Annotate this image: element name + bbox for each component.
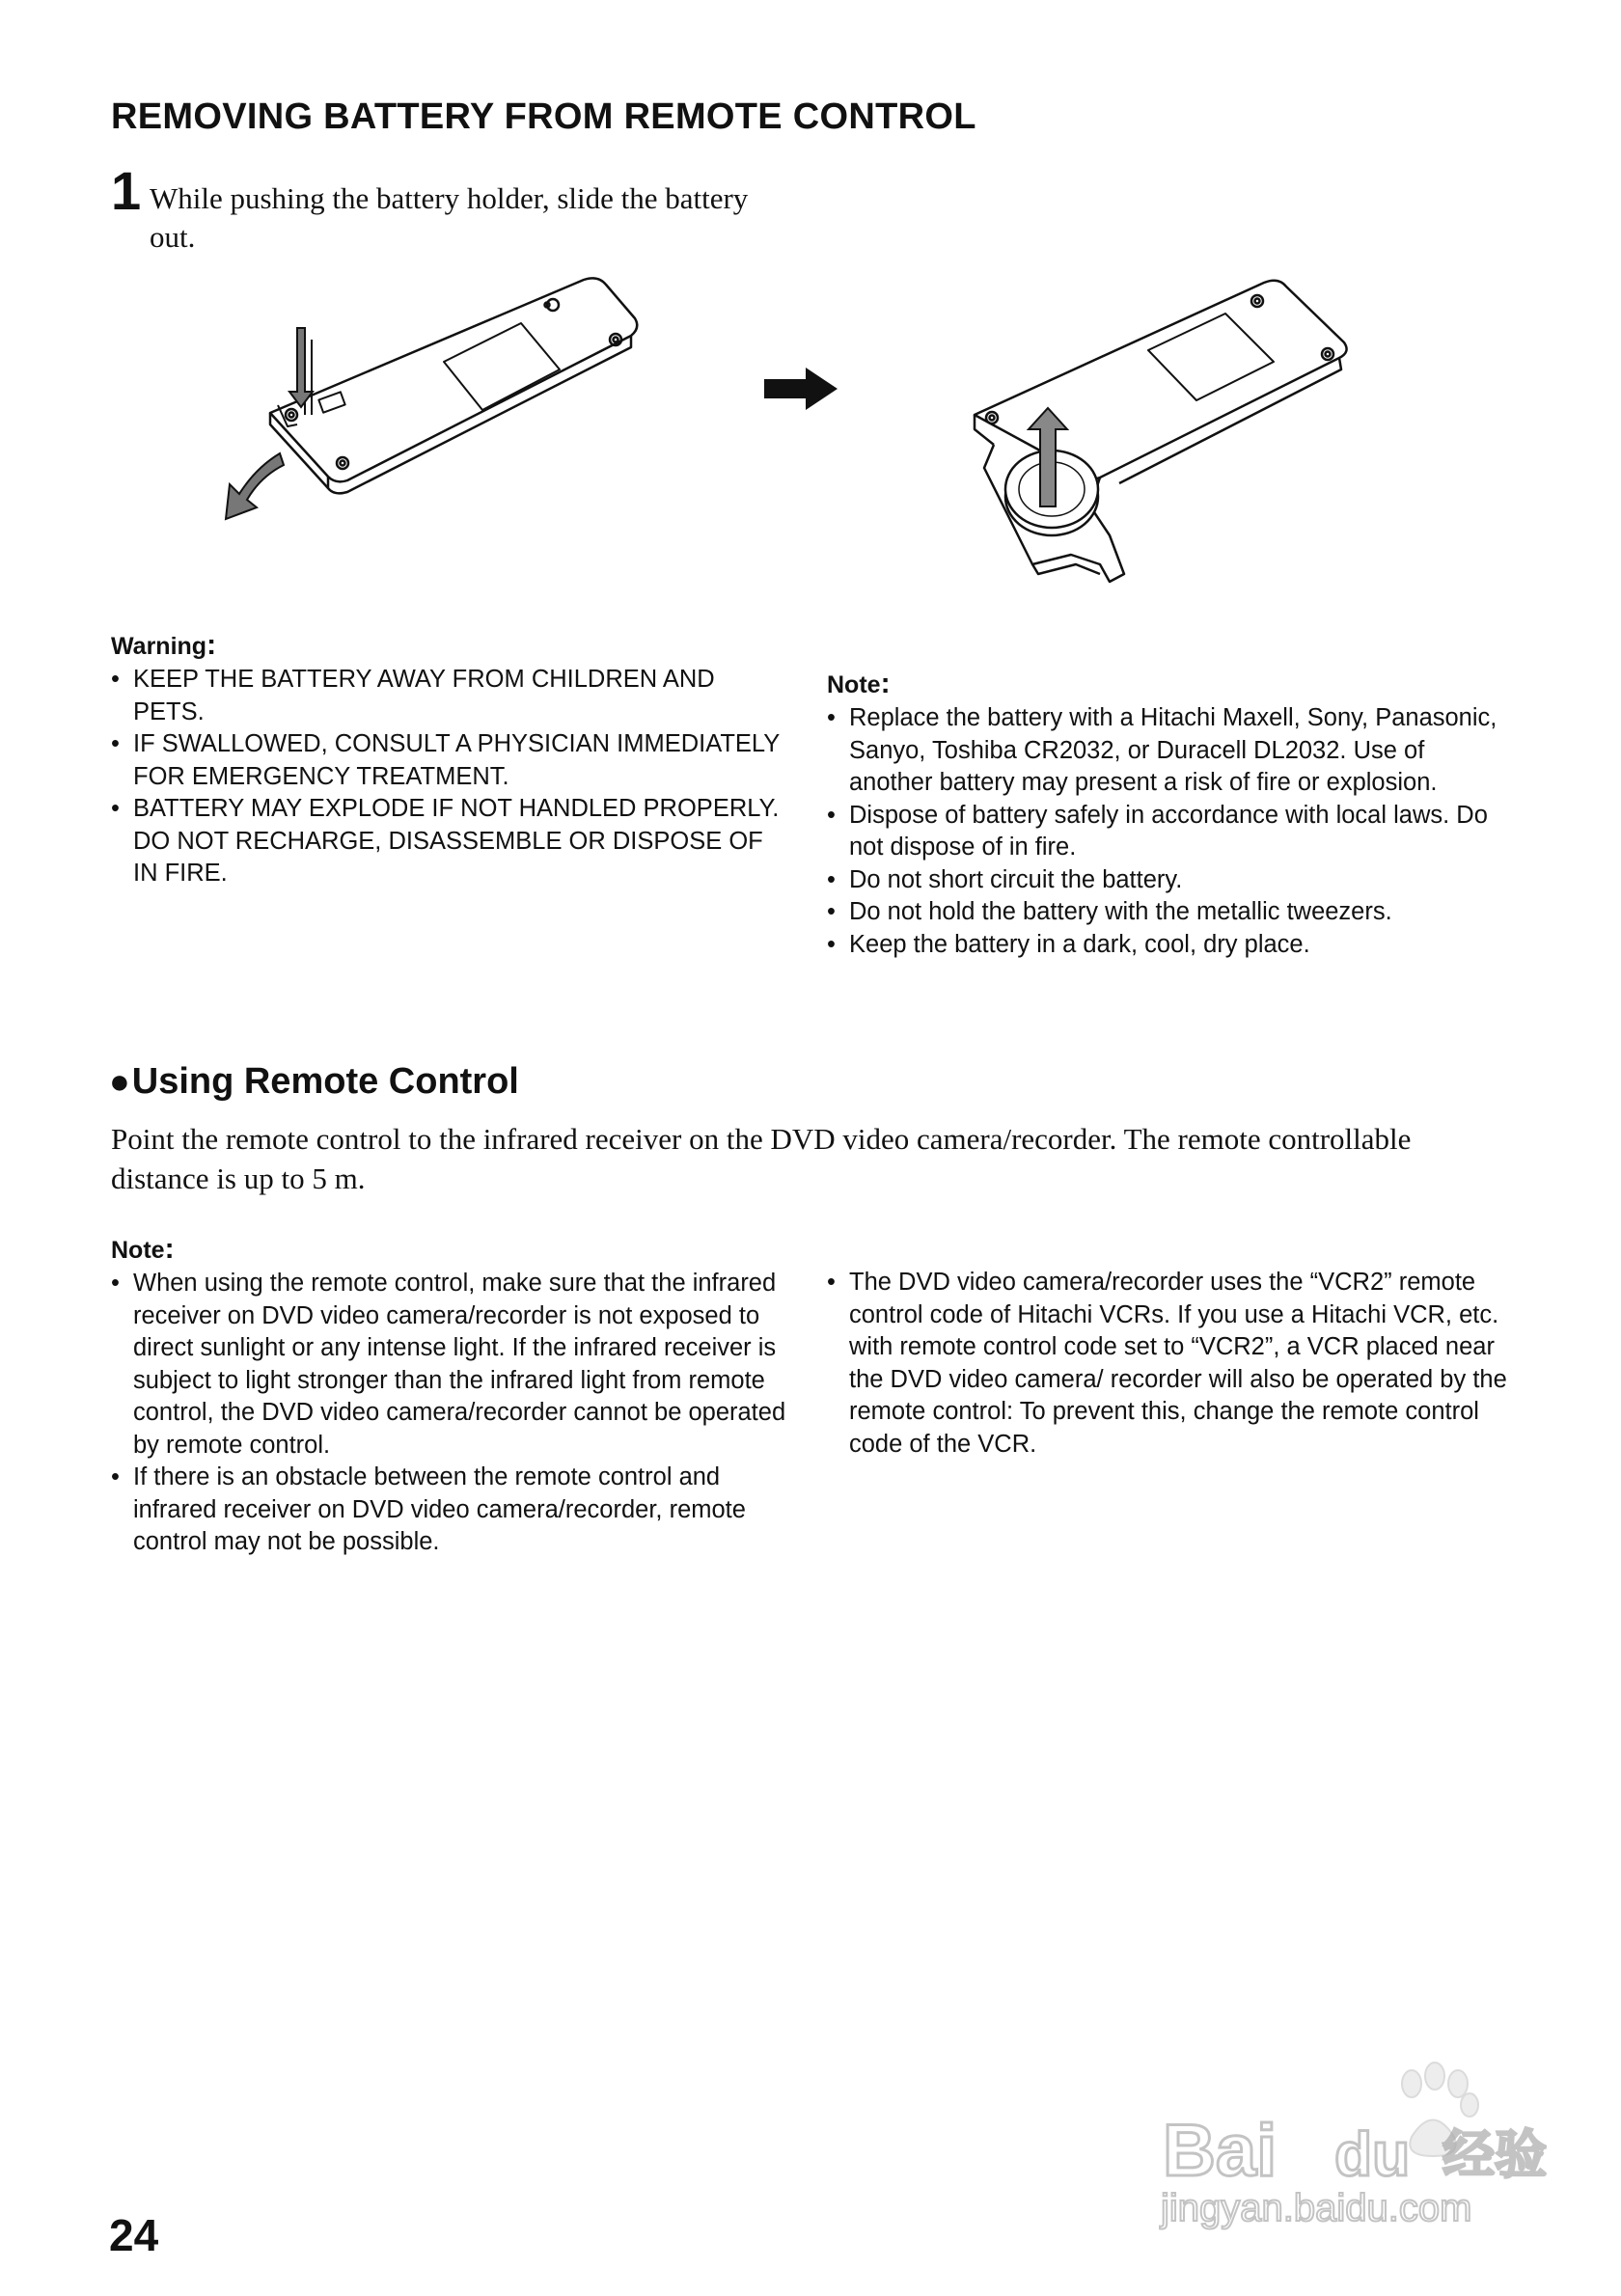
list-item: • Do not hold the battery with the metallic tweezers. (827, 896, 1502, 929)
battery-note-list (827, 702, 1502, 961)
svg-text:jingyan.baidu.com: jingyan.baidu.com (1161, 2187, 1472, 2229)
list-item: • The DVD video camera/recorder uses the “VCR2” remote control code of Hitachi VCRs. If you use a Hitachi VCR, etc. with remote control code set to “VCR2”, a VCR placed near the DVD video camera/ recorder will also be operated by the remote control: To prevent this, change the remote control code of the VCR. (827, 1267, 1512, 1461)
note-title: Note: (827, 668, 891, 699)
remote-release-illustration (203, 270, 656, 540)
step-text: While pushing the battery holder, slide the battery out. (150, 181, 749, 254)
list-item: • BATTERY MAY EXPLODE IF NOT HANDLED PROPERLY. DO NOT RECHARGE, DISASSEMBLE OR DISPOSE OF IN FIRE. (111, 793, 786, 890)
step-number: 1 (111, 160, 142, 221)
section-title: REMOVING BATTERY FROM REMOTE CONTROL (111, 96, 976, 137)
svg-text:经验: 经验 (1442, 2124, 1547, 2185)
page-number: 24 (109, 2210, 159, 2260)
baidu-watermark-logo (1153, 2055, 1558, 2238)
battery-note-box (827, 668, 1502, 961)
remote-note-box-right (827, 1265, 1512, 1461)
remote-note-list-left (111, 1268, 786, 1559)
warning-list (111, 664, 786, 890)
warning-box (111, 629, 786, 890)
list-item: • IF SWALLOWED, CONSULT A PHYSICIAN IMMEDIATELY FOR EMERGENCY TREATMENT. (111, 728, 786, 793)
right-arrow-icon (762, 365, 839, 413)
list-item: • When using the remote control, make sure that the infrared receiver on DVD video camera/recorder is not exposed to direct sunlight or any intense light. If the infrared receiver is subject to light stronger than the infrared light from remote control, the DVD video camera/recorder cannot be operated by remote control. (111, 1268, 786, 1462)
list-item: • Replace the battery with a Hitachi Maxell, Sony, Panasonic, Sanyo, Toshiba CR2032, or Duracell DL2032. Use of another battery may present a risk of fire or explosion. (827, 702, 1502, 800)
list-item: • Dispose of battery safely in accordance with local laws. Do not dispose of in fire. (827, 800, 1502, 864)
using-remote-paragraph: Point the remote control to the infrared receiver on the DVD video camera/recorder. The remote controllable distance is up to 5 m. (111, 1122, 1412, 1195)
list-item: • Do not short circuit the battery. (827, 864, 1502, 897)
list-item: • Keep the battery in a dark, cool, dry place. (827, 929, 1502, 962)
using-remote-heading: ●Using Remote Control (109, 1061, 519, 1102)
remote-note-list-right (827, 1267, 1512, 1461)
list-item: • KEEP THE BATTERY AWAY FROM CHILDREN AND PETS. (111, 664, 786, 728)
battery-removal-illustration (955, 275, 1360, 588)
remote-note-box (111, 1233, 786, 1559)
svg-text:Bai: Bai (1163, 2110, 1278, 2192)
note-title: Note: (111, 1233, 175, 1265)
circle-bullet-icon: ● (109, 1061, 130, 1101)
list-item: • If there is an obstacle between the remote control and infrared receiver on DVD video camera/recorder, remote control may not be possible. (111, 1462, 786, 1559)
warning-title: Warning: (111, 629, 217, 661)
svg-text:du: du (1334, 2119, 1411, 2189)
